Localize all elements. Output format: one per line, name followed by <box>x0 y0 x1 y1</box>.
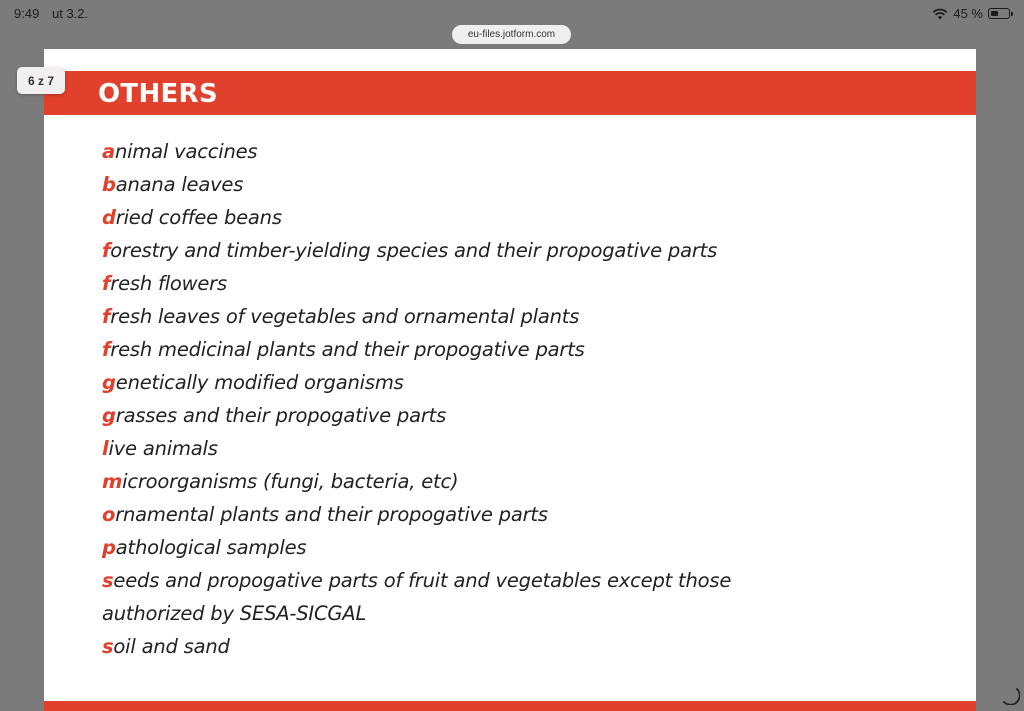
list-item-text: ive animals <box>108 437 218 460</box>
list-item-text: icroorganisms (fungi, bacteria, etc) <box>122 470 459 493</box>
status-date: ut 3.2. <box>52 6 89 21</box>
status-time: 9:49 <box>14 6 40 21</box>
list-item-initial: f <box>102 272 111 295</box>
list-item-text: athological samples <box>115 536 307 559</box>
list-item-initial: s <box>102 569 114 592</box>
list-item-initial: l <box>102 437 109 460</box>
list-item <box>102 399 731 432</box>
list-item-initial: b <box>102 173 116 196</box>
section-header <box>44 71 976 115</box>
list-item <box>102 168 731 201</box>
document-page[interactable] <box>44 49 976 711</box>
list-item-initial: g <box>102 371 116 394</box>
list-item <box>102 630 731 663</box>
list-item-text: rasses and their propogative parts <box>115 404 447 427</box>
list-item-initial: p <box>102 536 116 559</box>
list-item <box>102 465 731 498</box>
list-item <box>102 234 731 267</box>
list-item-text: orestry and timber-yielding species and their propogative parts <box>110 239 718 262</box>
list-item <box>102 597 731 630</box>
list-item <box>102 201 731 234</box>
list-item <box>102 333 731 366</box>
list-item-initial: a <box>102 140 115 163</box>
list-item-text: nimal vaccines <box>114 140 258 163</box>
battery-percent: 45 % <box>953 6 983 21</box>
list-item-text: resh medicinal plants and their propogative parts <box>110 338 585 361</box>
list-item <box>102 498 731 531</box>
list-item <box>102 135 731 168</box>
list-item-initial: f <box>102 305 111 328</box>
list-item-text: ried coffee beans <box>115 206 282 229</box>
list-item-initial: m <box>102 470 123 493</box>
list-item-text: enetically modified organisms <box>115 371 404 394</box>
list-item-text: resh flowers <box>110 272 227 295</box>
items-list <box>102 135 731 663</box>
page-indicator[interactable] <box>17 67 65 94</box>
url-text: eu-files.jotform.com <box>467 29 556 40</box>
list-item <box>102 564 731 597</box>
list-item <box>102 267 731 300</box>
section-title: OTHERS <box>98 79 218 109</box>
list-item-text: rnamental plants and their propogative parts <box>115 503 548 526</box>
footer-band <box>44 701 976 711</box>
status-indicators <box>932 6 1010 21</box>
loading-spinner-icon <box>1000 685 1020 705</box>
list-item-initial: g <box>102 404 116 427</box>
wifi-icon <box>932 8 948 20</box>
battery-icon <box>988 8 1010 19</box>
list-item-text: resh leaves of vegetables and ornamental plants <box>110 305 580 328</box>
list-item-text: anana leaves <box>115 173 244 196</box>
page-indicator-text: 6 z 7 <box>27 73 54 88</box>
list-item-text: oil and sand <box>113 635 230 658</box>
list-item <box>102 531 731 564</box>
url-bar[interactable] <box>452 25 571 44</box>
list-item-text: authorized by SESA-SICGAL <box>102 602 367 625</box>
list-item-initial: f <box>102 239 111 262</box>
list-item-initial: s <box>102 635 114 658</box>
list-item <box>102 300 731 333</box>
list-item <box>102 366 731 399</box>
list-item-text: eeds and propogative parts of fruit and vegetables except those <box>113 569 732 592</box>
list-item-initial: o <box>102 503 116 526</box>
list-item-initial: f <box>102 338 111 361</box>
battery-fill <box>991 11 998 16</box>
list-item-initial: d <box>102 206 116 229</box>
status-bar <box>0 0 1024 28</box>
list-item <box>102 432 731 465</box>
